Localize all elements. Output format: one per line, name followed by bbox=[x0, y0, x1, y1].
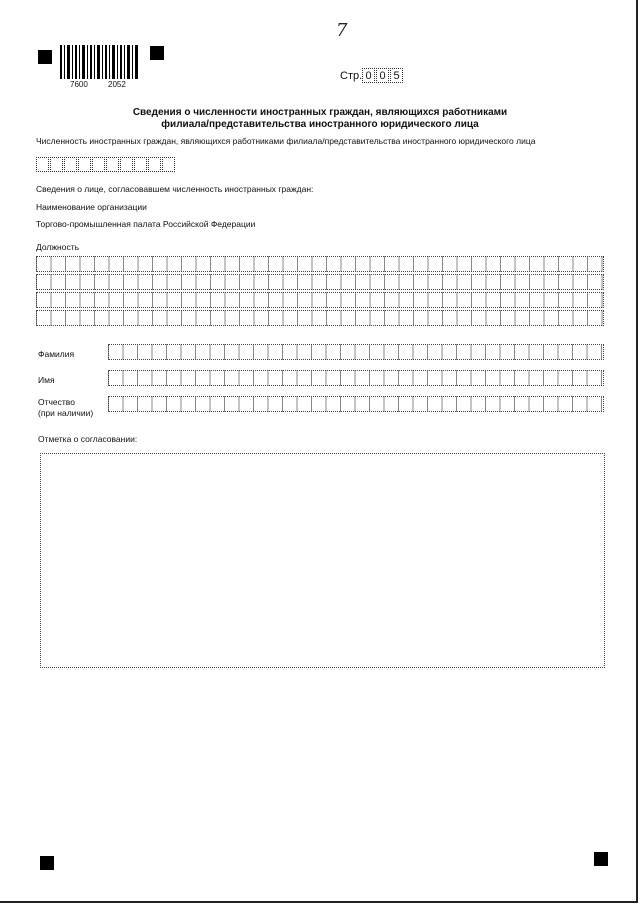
barcode-number-left: 7600 bbox=[70, 80, 88, 89]
registration-marker-bottom-left bbox=[40, 856, 54, 870]
input-cell[interactable] bbox=[162, 157, 175, 172]
page-digit: 0 bbox=[362, 68, 375, 83]
name-input[interactable] bbox=[108, 370, 604, 386]
input-cell[interactable] bbox=[50, 157, 63, 172]
count-label: Численность иностранных граждан, являющихся работниками филиала/представительства иностранного юридического лица bbox=[36, 136, 536, 146]
input-cell[interactable] bbox=[78, 157, 91, 172]
input-cell[interactable] bbox=[64, 157, 77, 172]
surname-input[interactable] bbox=[108, 344, 604, 360]
registration-marker-top-left bbox=[38, 50, 52, 64]
title-line-2: филиала/представительства иностранного юридического лица bbox=[161, 119, 479, 130]
barcode-icon bbox=[60, 45, 138, 79]
title-line-1: Сведения о численности иностранных граждан, являющихся работниками bbox=[132, 107, 508, 118]
count-input-cells[interactable] bbox=[36, 157, 176, 172]
form-title bbox=[90, 107, 550, 131]
surname-label: Фамилия bbox=[38, 349, 75, 359]
registration-marker-bottom-right bbox=[594, 852, 608, 866]
input-cell[interactable] bbox=[120, 157, 133, 172]
position-label: Должность bbox=[36, 242, 80, 252]
position-input-row-1[interactable] bbox=[36, 256, 604, 272]
approval-mark-label: Отметка о согласовании: bbox=[38, 434, 138, 444]
org-name-label: Наименование организации bbox=[36, 202, 147, 212]
input-cell[interactable] bbox=[134, 157, 147, 172]
patronymic-label-2: (при наличии) bbox=[38, 408, 94, 418]
input-cell[interactable] bbox=[106, 157, 119, 172]
page-digit: 0 bbox=[376, 68, 389, 83]
input-cell[interactable] bbox=[92, 157, 105, 172]
patronymic-input[interactable] bbox=[108, 396, 604, 412]
handwritten-page-number: 7 bbox=[336, 20, 348, 41]
patronymic-label-1: Отчество bbox=[38, 397, 75, 407]
position-input-row-4[interactable] bbox=[36, 310, 604, 326]
agreed-person-label: Сведения о лице, согласовавшем численность иностранных граждан: bbox=[36, 184, 314, 194]
position-input-row-3[interactable] bbox=[36, 292, 604, 308]
approval-mark-box[interactable] bbox=[40, 453, 605, 668]
position-input-row-2[interactable] bbox=[36, 274, 604, 290]
page-digit: 5 bbox=[390, 68, 403, 83]
org-name-value: Торгово-промышленная палата Российской Федерации bbox=[36, 219, 256, 229]
input-cell[interactable] bbox=[36, 157, 49, 172]
page-label: Стр. bbox=[340, 70, 363, 82]
name-label: Имя bbox=[38, 375, 55, 385]
registration-marker-top-right bbox=[150, 46, 164, 60]
page-number-cells bbox=[362, 68, 404, 83]
input-cell[interactable] bbox=[148, 157, 161, 172]
barcode-number-right: 2052 bbox=[108, 80, 126, 89]
